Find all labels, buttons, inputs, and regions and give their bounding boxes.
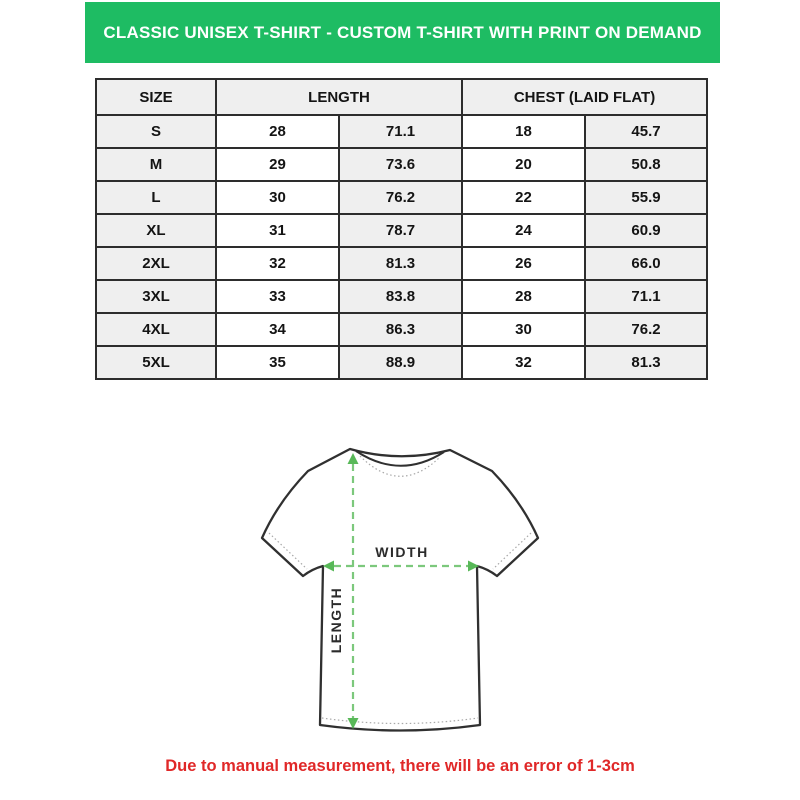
size-cell: S bbox=[96, 115, 216, 148]
chest-cm-cell: 76.2 bbox=[585, 313, 707, 346]
tshirt-illustration bbox=[210, 438, 590, 750]
chest-in-cell: 20 bbox=[462, 148, 585, 181]
measurement-note: Due to manual measurement, there will be an error of 1-3cm bbox=[165, 757, 635, 775]
chest-cm-cell: 81.3 bbox=[585, 346, 707, 379]
table-row bbox=[96, 280, 707, 313]
length-cm-cell: 88.9 bbox=[339, 346, 462, 379]
length-in-cell: 29 bbox=[216, 148, 339, 181]
chest-cm-cell: 60.9 bbox=[585, 214, 707, 247]
chest-in-cell: 32 bbox=[462, 346, 585, 379]
table-row bbox=[96, 247, 707, 280]
chest-cm-cell: 45.7 bbox=[585, 115, 707, 148]
chest-cm-cell: 71.1 bbox=[585, 280, 707, 313]
column-header-chest: CHEST (LAID FLAT) bbox=[462, 79, 707, 115]
table-row bbox=[96, 181, 707, 214]
length-in-cell: 32 bbox=[216, 247, 339, 280]
chest-cm-cell: 66.0 bbox=[585, 247, 707, 280]
length-cm-cell: 71.1 bbox=[339, 115, 462, 148]
size-cell: 4XL bbox=[96, 313, 216, 346]
chest-in-cell: 28 bbox=[462, 280, 585, 313]
chest-cm-cell: 50.8 bbox=[585, 148, 707, 181]
chest-cm-cell: 55.9 bbox=[585, 181, 707, 214]
chest-in-cell: 22 bbox=[462, 181, 585, 214]
tshirt-diagram bbox=[210, 438, 590, 750]
column-header-size: SIZE bbox=[96, 79, 216, 115]
size-cell: M bbox=[96, 148, 216, 181]
length-label: LENGTH bbox=[328, 586, 344, 654]
column-header-length: LENGTH bbox=[216, 79, 462, 115]
size-cell: 2XL bbox=[96, 247, 216, 280]
title-banner bbox=[85, 2, 720, 63]
chest-in-cell: 30 bbox=[462, 313, 585, 346]
length-cm-cell: 86.3 bbox=[339, 313, 462, 346]
width-label: WIDTH bbox=[375, 544, 429, 560]
length-in-cell: 34 bbox=[216, 313, 339, 346]
size-cell: XL bbox=[96, 214, 216, 247]
chest-in-cell: 26 bbox=[462, 247, 585, 280]
table-row bbox=[96, 148, 707, 181]
length-cm-cell: 81.3 bbox=[339, 247, 462, 280]
tshirt-outline bbox=[262, 449, 538, 731]
table-row bbox=[96, 214, 707, 247]
length-cm-cell: 78.7 bbox=[339, 214, 462, 247]
size-cell: 5XL bbox=[96, 346, 216, 379]
length-in-cell: 35 bbox=[216, 346, 339, 379]
size-cell: L bbox=[96, 181, 216, 214]
chest-in-cell: 18 bbox=[462, 115, 585, 148]
length-cm-cell: 76.2 bbox=[339, 181, 462, 214]
length-in-cell: 30 bbox=[216, 181, 339, 214]
length-in-cell: 31 bbox=[216, 214, 339, 247]
table-header-row bbox=[96, 79, 707, 115]
size-cell: 3XL bbox=[96, 280, 216, 313]
page-title: CLASSIC UNISEX T-SHIRT - CUSTOM T-SHIRT WITH PRINT ON DEMAND bbox=[103, 22, 702, 42]
table-row bbox=[96, 346, 707, 379]
length-cm-cell: 83.8 bbox=[339, 280, 462, 313]
size-table bbox=[95, 78, 708, 380]
table-row bbox=[96, 115, 707, 148]
length-in-cell: 28 bbox=[216, 115, 339, 148]
table-row bbox=[96, 313, 707, 346]
chest-in-cell: 24 bbox=[462, 214, 585, 247]
length-in-cell: 33 bbox=[216, 280, 339, 313]
length-cm-cell: 73.6 bbox=[339, 148, 462, 181]
